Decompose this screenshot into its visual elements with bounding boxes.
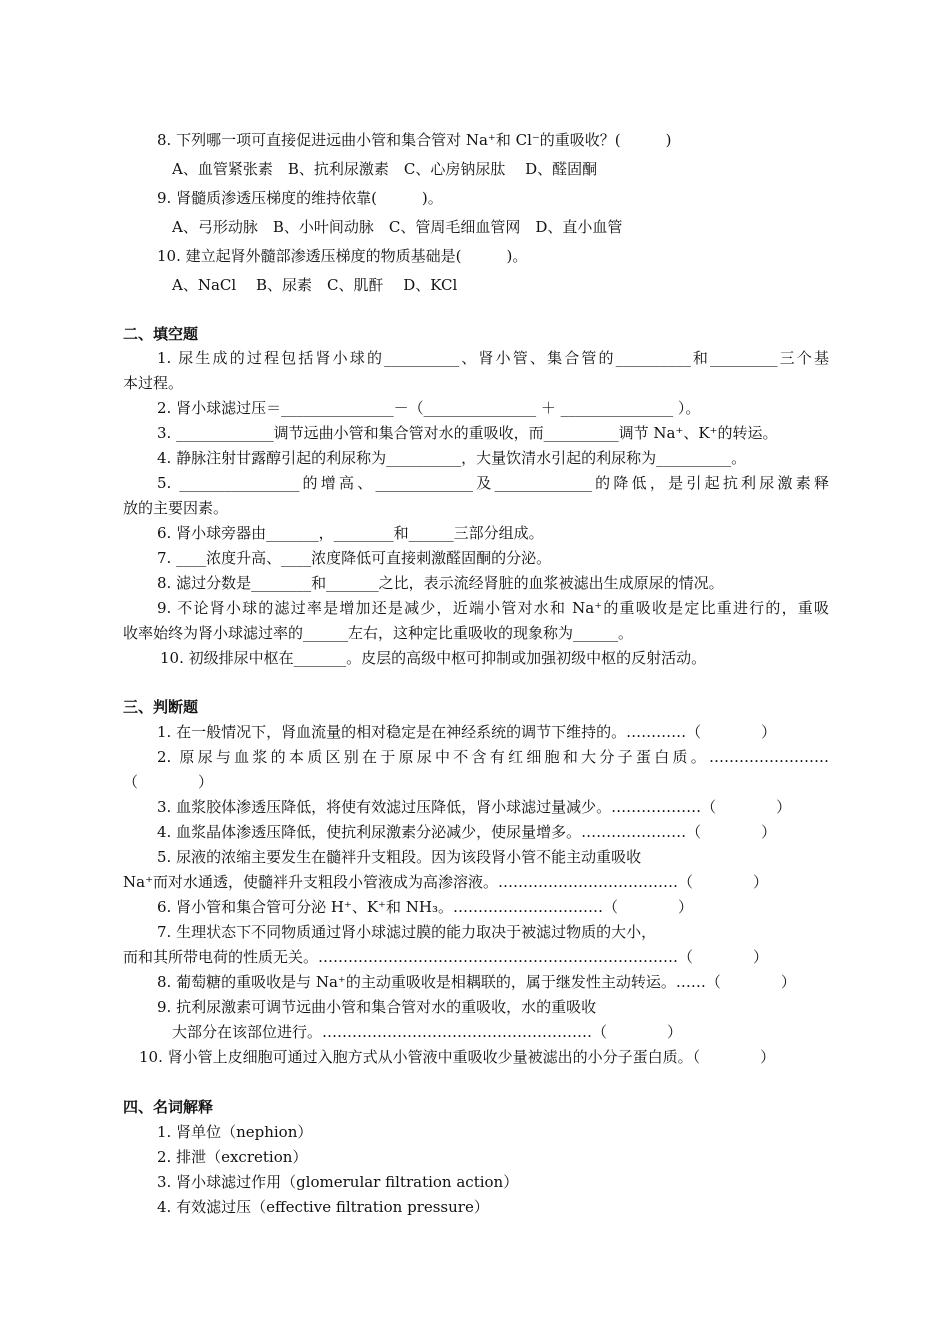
fill-item-1-line2: 本过程。: [123, 374, 184, 392]
section-heading-terms: 四、名词解释: [123, 1098, 214, 1116]
term-item-4: 4. 有效滤过压（effective filtration pressure）: [157, 1198, 489, 1216]
mc-options-10: A、NaCl B、尿素 C、肌酐 D、KCl: [172, 276, 458, 294]
tf-item-2-line1: 2. 原尿与血浆的本质区别在于原尿中不含有红细胞和大分子蛋白质。……………………: [157, 748, 829, 766]
tf-item-5-line1: 5. 尿液的浓缩主要发生在髓袢升支粗段。因为该段肾小管不能主动重吸收: [157, 848, 642, 866]
term-item-1: 1. 肾单位（nephion）: [157, 1123, 313, 1141]
fill-item-10: 10. 初级排尿中枢在_______。皮层的高级中枢可抑制或加强初级中枢的反射活动。: [160, 649, 707, 667]
fill-item-8: 8. 滤过分数是________和_______之比，表示流经肾脏的血浆被滤出生成原尿的情况。: [157, 574, 724, 592]
mc-question-9: 9. 肾髓质渗透压梯度的维持依靠( )。: [157, 189, 443, 207]
term-item-2: 2. 排泄（excretion）: [157, 1148, 308, 1166]
fill-item-2: 2. 肾小球滤过压＝_______________－（_______________ ＋ _______________ ）。: [157, 399, 701, 417]
fill-item-5-line2: 放的主要因素。: [123, 499, 229, 517]
tf-item-4: 4. 血浆晶体渗透压降低，使抗利尿激素分泌减少，使尿量增多。…………………（ ）: [157, 823, 777, 841]
tf-item-2-line2: （ ）: [123, 773, 214, 791]
tf-item-5-line2: Na⁺而对水通透，使髓袢升支粗段小管液成为高渗溶液。………………………………（ ）: [123, 873, 768, 891]
tf-item-9-line1: 9. 抗利尿激素可调节远曲小管和集合管对水的重吸收，水的重吸收: [157, 998, 597, 1016]
section-heading-true-false: 三、判断题: [123, 698, 199, 716]
fill-item-6: 6. 肾小球旁器由_______，________和______三部分组成。: [157, 524, 544, 542]
tf-item-7-line1: 7. 生理状态下不同物质通过肾小球滤过膜的能力取决于被滤过物质的大小，: [157, 923, 657, 941]
fill-item-3: 3. _____________调节远曲小管和集合管对水的重吸收，而__________调节 Na⁺、K⁺的转运。: [157, 424, 778, 442]
fill-item-7: 7. ____浓度升高、____浓度降低可直接刺激醛固酮的分泌。: [157, 549, 552, 567]
tf-item-1: 1. 在一般情况下，肾血流量的相对稳定是在神经系统的调节下维持的。…………（ ）: [157, 723, 777, 741]
mc-options-9: A、弓形动脉 B、小叶间动脉 C、管周毛细血管网 D、直小血管: [172, 218, 623, 236]
tf-item-3: 3. 血浆胶体渗透压降低，将使有效滤过压降低，肾小球滤过量减少。………………（ ）: [157, 798, 792, 816]
fill-item-4: 4. 静脉注射甘露醇引起的利尿称为__________，大量饮清水引起的利尿称为__________。: [157, 449, 747, 467]
tf-item-6: 6. 肾小管和集合管可分泌 H⁺、K⁺和 NH₃。…………………………（ ）: [157, 898, 693, 916]
fill-item-5-line1: 5. ________________的增高、_____________及_____________的降低，是引起抗利尿激素释: [157, 474, 829, 492]
term-item-3: 3. 肾小球滤过作用（glomerular filtration action）: [157, 1173, 519, 1191]
section-heading-fill: 二、填空题: [123, 325, 199, 343]
tf-item-9-line2: 大部分在该部位进行。………………………………………………（ ）: [172, 1023, 683, 1041]
fill-item-9-line1: 9. 不论肾小球的滤过率是增加还是减少，近端小管对水和 Na⁺的重吸收是定比重进行的，重吸: [157, 599, 829, 617]
fill-item-9-line2: 收率始终为肾小球滤过率的______左右，这种定比重吸收的现象称为______。: [123, 624, 634, 642]
tf-item-10: 10. 肾小管上皮细胞可通过入胞方式从小管液中重吸收少量被滤出的小分子蛋白质。（ ）: [139, 1048, 776, 1066]
mc-question-8: 8. 下列哪一项可直接促进远曲小管和集合管对 Na⁺和 Cl⁻的重吸收？( ): [157, 131, 672, 149]
fill-item-1-line1: 1. 尿生成的过程包括肾小球的__________、肾小管、集合管的__________和_________三个基: [157, 349, 829, 367]
tf-item-7-line2: 而和其所带电荷的性质无关。………………………………………………………………（ ）: [123, 948, 769, 966]
mc-question-10: 10. 建立起肾外髓部渗透压梯度的物质基础是( )。: [157, 247, 528, 265]
mc-options-8: A、血管紧张素 B、抗利尿激素 C、心房钠尿肽 D、醛固酮: [172, 160, 598, 178]
tf-item-8: 8. 葡萄糖的重吸收是与 Na⁺的主动重吸收是相耦联的，属于继发性主动转运。……（ ）: [157, 973, 796, 991]
